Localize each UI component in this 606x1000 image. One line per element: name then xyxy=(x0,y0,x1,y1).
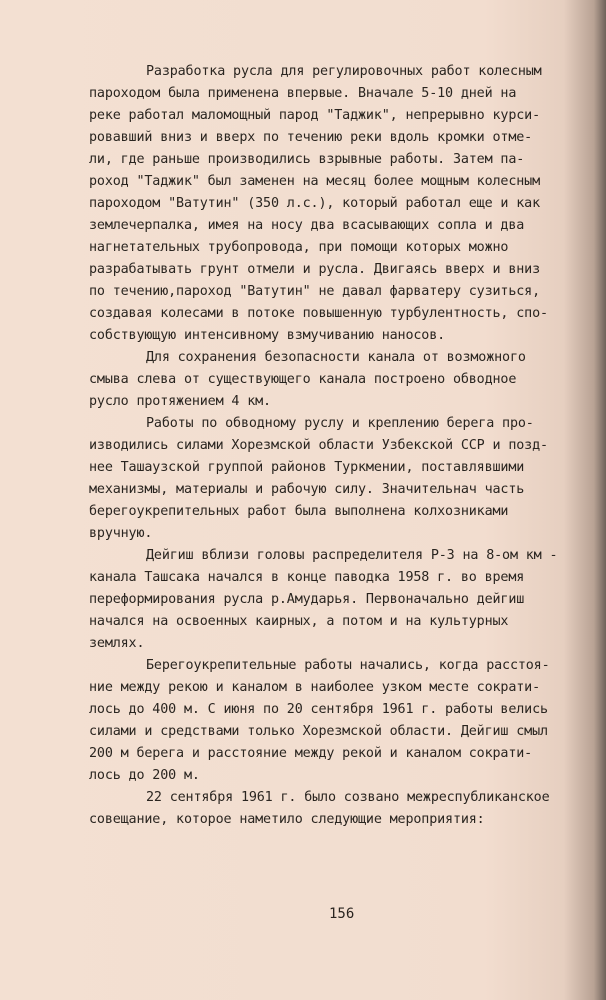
text-line: изводились силами Хорезмской области Узбекской ССР и позд- xyxy=(89,438,548,453)
text-line: пароходом была применена впервые. Вначале 5-10 дней на xyxy=(89,86,517,101)
text-line: лось до 200 м. xyxy=(89,768,200,783)
text-line: канала Ташсака начался в конце паводка 1958 г. во время xyxy=(89,570,525,585)
text-line: по течению,пароход "Ватутин" не давал фарватеру сузиться, xyxy=(89,284,540,299)
text-line: Дейгиш вблизи головы распределителя Р-3 на 8-ом км - xyxy=(146,548,558,563)
text-line: ли, где раньше производились взрывные работы. Затем па- xyxy=(89,152,525,167)
text-line: начался на освоенных каирных, а потом и на культурных xyxy=(89,614,509,629)
text-line: реке работал маломощный парод "Таджик", непрерывно курси- xyxy=(89,108,540,123)
text-line: смыва слева от существующего канала построено обводное xyxy=(89,372,517,387)
text-line: вручную. xyxy=(89,526,153,541)
text-line: 200 м берега и расстояние между рекой и каналом сократи- xyxy=(89,746,533,761)
text-line: землях. xyxy=(89,636,145,651)
text-line: 22 сентября 1961 г. было созвано межреспубликанское xyxy=(146,790,550,805)
text-line: нее Ташаузской группой районов Туркмении, поставлявшими xyxy=(89,460,525,475)
text-line: ние между рекою и каналом в наиболее узком месте сократи- xyxy=(89,680,540,695)
text-line: русло протяжением 4 км. xyxy=(89,394,271,409)
text-line: Берегоукрепительные работы начались, когда расстоя- xyxy=(146,658,550,673)
page-number: 156 xyxy=(329,906,355,922)
text-line: Разработка русла для регулировочных работ колесным xyxy=(146,64,542,79)
text-line: Работы по обводному руслу и креплению берега про- xyxy=(146,416,534,431)
text-line: силами и средствами только Хорезмской области. Дейгиш смыл xyxy=(89,724,548,739)
text-line: Для сохранения безопасности канала от возможного xyxy=(146,350,526,365)
text-line: создавая колесами в потоке повышенную турбулентность, спо- xyxy=(89,306,548,321)
text-line: землечерпалка, имея на носу два всасывающих сопла и два xyxy=(89,218,525,233)
text-line: нагнетательных трубопровода, при помощи которых можно xyxy=(89,240,509,255)
text-line: берегоукрепительных работ была выполнена колхозниками xyxy=(89,504,509,519)
text-line: ровавший вниз и вверх по течению реки вдоль кромки отме- xyxy=(89,130,533,145)
text-line: собствующую интенсивному взмучиванию наносов. xyxy=(89,328,446,343)
text-line: пароходом "Ватутин" (350 л.с.), который работал еще и как xyxy=(89,196,540,211)
text-line: лось до 400 м. С июня по 20 сентября 1961 г. работы велись xyxy=(89,702,548,717)
text-line: разрабатывать грунт отмели и русла. Двигаясь вверх и вниз xyxy=(89,262,540,277)
text-line: совещание, которое наметило следующие мероприятия: xyxy=(89,812,485,827)
text-line: роход "Таджик" был заменен на месяц более мощным колесным xyxy=(89,174,540,189)
text-line: переформирования русла р.Амударья. Первоначально дейгиш xyxy=(89,592,525,607)
text-line: механизмы, материалы и рабочую силу. Значительнач часть xyxy=(89,482,525,497)
